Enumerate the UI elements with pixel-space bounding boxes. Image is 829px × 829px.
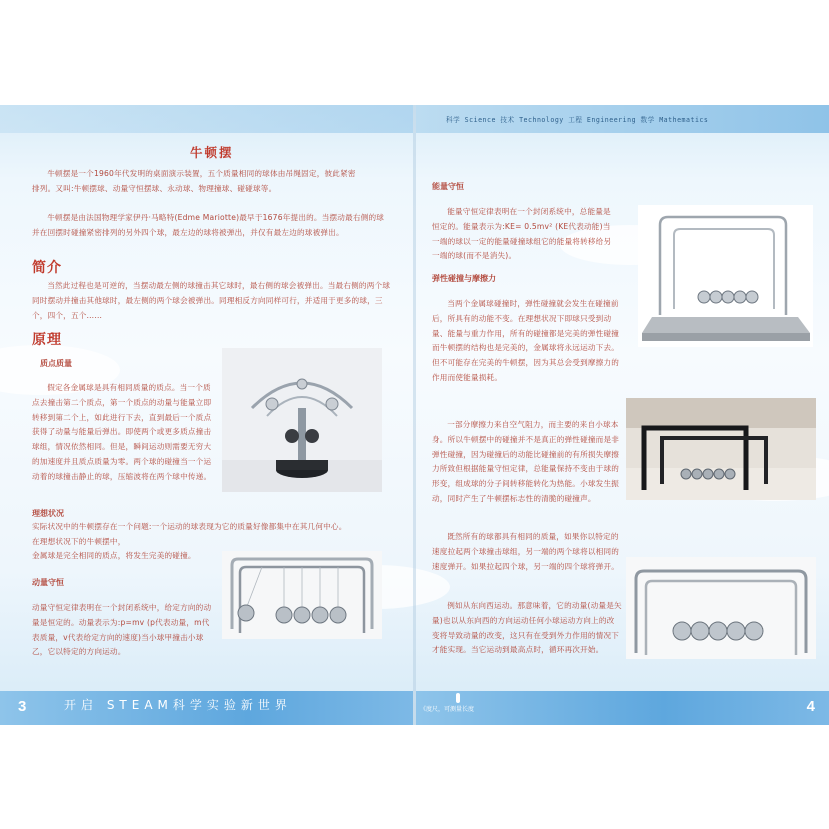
lixiang-line-2: 在理想状况下的牛顿摆中，: [32, 537, 126, 546]
mocali-paragraph: 一部分摩擦力来自空气阻力，而主要的来自小球本身。所以牛顿摆中的碰撞并不是真正的弹性碰撞而是非弹性碰撞，因为碰撞后的动能比碰撞前的有所损失摩擦力所致但根据能量守恒定律，总能量保持不变由于球的形变，组成球的分子间转移能转化为热能。小球发生振动，同时产生了牛顿摆标志性的清脆的碰撞声。: [432, 420, 620, 503]
subheading-dongliang: 动量守恒: [32, 578, 64, 587]
brochure-spread: [0, 105, 829, 725]
dongliang-paragraph-1: 既然所有的球都具有相同的质量，如果你以特定的速度拉起两个球撞击球组，另一端的两个球将以相同的速度弹开。如果拉起四个球，另一端的四个球将弹开。: [432, 532, 620, 571]
newtons-cradle-photo: [222, 551, 382, 639]
person-figure-icon: [456, 693, 460, 703]
section-heading-yuanli: 原理: [32, 332, 62, 348]
lixiang-line-3: 金属球是完全相同的质点，将发生完美的碰撞。: [32, 551, 196, 560]
page-title: 牛顿摆: [190, 145, 234, 160]
subheading-zhidian: 质点质量: [40, 359, 72, 368]
subheading-nengliang: 能量守恒: [432, 182, 464, 191]
subheading-tanxing: 弹性碰撞与摩擦力: [432, 274, 496, 283]
lixiang-line-1: 实际状况中的牛顿摆存在一个问题:一个运动的球表现为它的质量好像都集中在其几何中心。: [32, 522, 347, 531]
nengliang-paragraph: 能量守恒定律表明在一个封闭系统中，总能量是恒定的。能量表示为:KE= 0.5mv² (KE代表动能)当一端的球以一定的能量碰撞球组它的能量将转移给另一端的球(而不是消失)。: [432, 207, 612, 261]
footer-text: 《度尺，可测量长度: [420, 706, 475, 713]
page-number: 4: [806, 698, 815, 715]
black-frame-cradle-photo: [626, 398, 816, 500]
left-page: [0, 105, 413, 725]
desk-pendulum-photo: [222, 348, 382, 492]
dongliang-paragraph-2: 例如从东向西运动。那意味着，它的动量(动量是矢量)也以从东向西的方向运动任何小球运动方向上的改变将导致动量的改变，这只有在受到外力作用的情况下才能实现。当它运动到最高点时，循环再次开始。: [432, 601, 622, 655]
right-page: [416, 105, 829, 725]
intro-paragraph-2: 牛顿摆是由法国物理学家伊丹·马略特(Edme Mariotte)最早于1676年提出的。当摆动最右侧的球并在回摆时碰撞紧密排列的另外四个球，最左边的球将被弹出，并仅有最左边的球被弹出。: [32, 213, 385, 237]
cradle-silver-base-photo: [638, 205, 813, 347]
intro-paragraph-1: 牛顿摆是一个1960年代发明的桌面演示装置，五个质量相同的球体由吊绳固定，彼此紧密排列。又叫:牛顿摆球、动量守恒摆球、永动球、物理撞球、碰碰球等。: [32, 169, 356, 193]
dongliang-paragraph: 动量守恒定律表明在一个封闭系统中，给定方向的动量是恒定的。动量表示为:p=mv (p代表动量，m代表质量，v代表给定方向的速度)当小球甲撞击小球乙，它以特定的方向运动。: [32, 603, 212, 657]
section-heading-jianjie: 简介: [32, 260, 62, 276]
stem-header: 科学 Science 技术 Technology 工程 Engineering 数学 Mathematics: [446, 116, 709, 124]
cradle-steel-photo: [626, 557, 816, 659]
jianjie-paragraph: 当然此过程也是可逆的，当摆动最左侧的球撞击其它球时，最右侧的球会被弹出。当最右侧的两个球同时摆动并撞击其他球时，最左侧的两个球会被弹出。同理相反方向同样可行，并适用于更多的球，三个，四个，五个……: [32, 281, 391, 320]
zhidian-paragraph: 假定各金属球是具有相同质量的质点。当一个质点去撞击第二个质点，第一个质点的动量与能量立即转移到第二个上，如此进行下去，直到最后一个质点获得了动量与能量后弹出。即使两个或更多质点撞击球组，情况依然相同。但是，瞬间运动则需要无穷大的加速度并且质点质量为零。两个球的碰撞当一个运动着的球撞击静止的球，压缩波将在两个球中传递。: [32, 383, 212, 481]
subheading-lixiang: 理想状况: [32, 509, 64, 518]
page-number: 3: [18, 698, 27, 715]
footer-slogan: 开启 STEAM科学实验新世界: [64, 698, 292, 712]
tanxing-paragraph: 当两个金属球碰撞时，弹性碰撞就会发生在碰撞前后，所具有的动能不变。在理想状况下即球只受到动量、能量与重力作用，所有的碰撞都是完美的弹性碰撞而牛顿摆的结构也是完美的，金属球将永远运动下去。但不可能存在完美的牛顿摆，因为其总会受到摩擦力的作用而使能量损耗。: [432, 299, 620, 382]
